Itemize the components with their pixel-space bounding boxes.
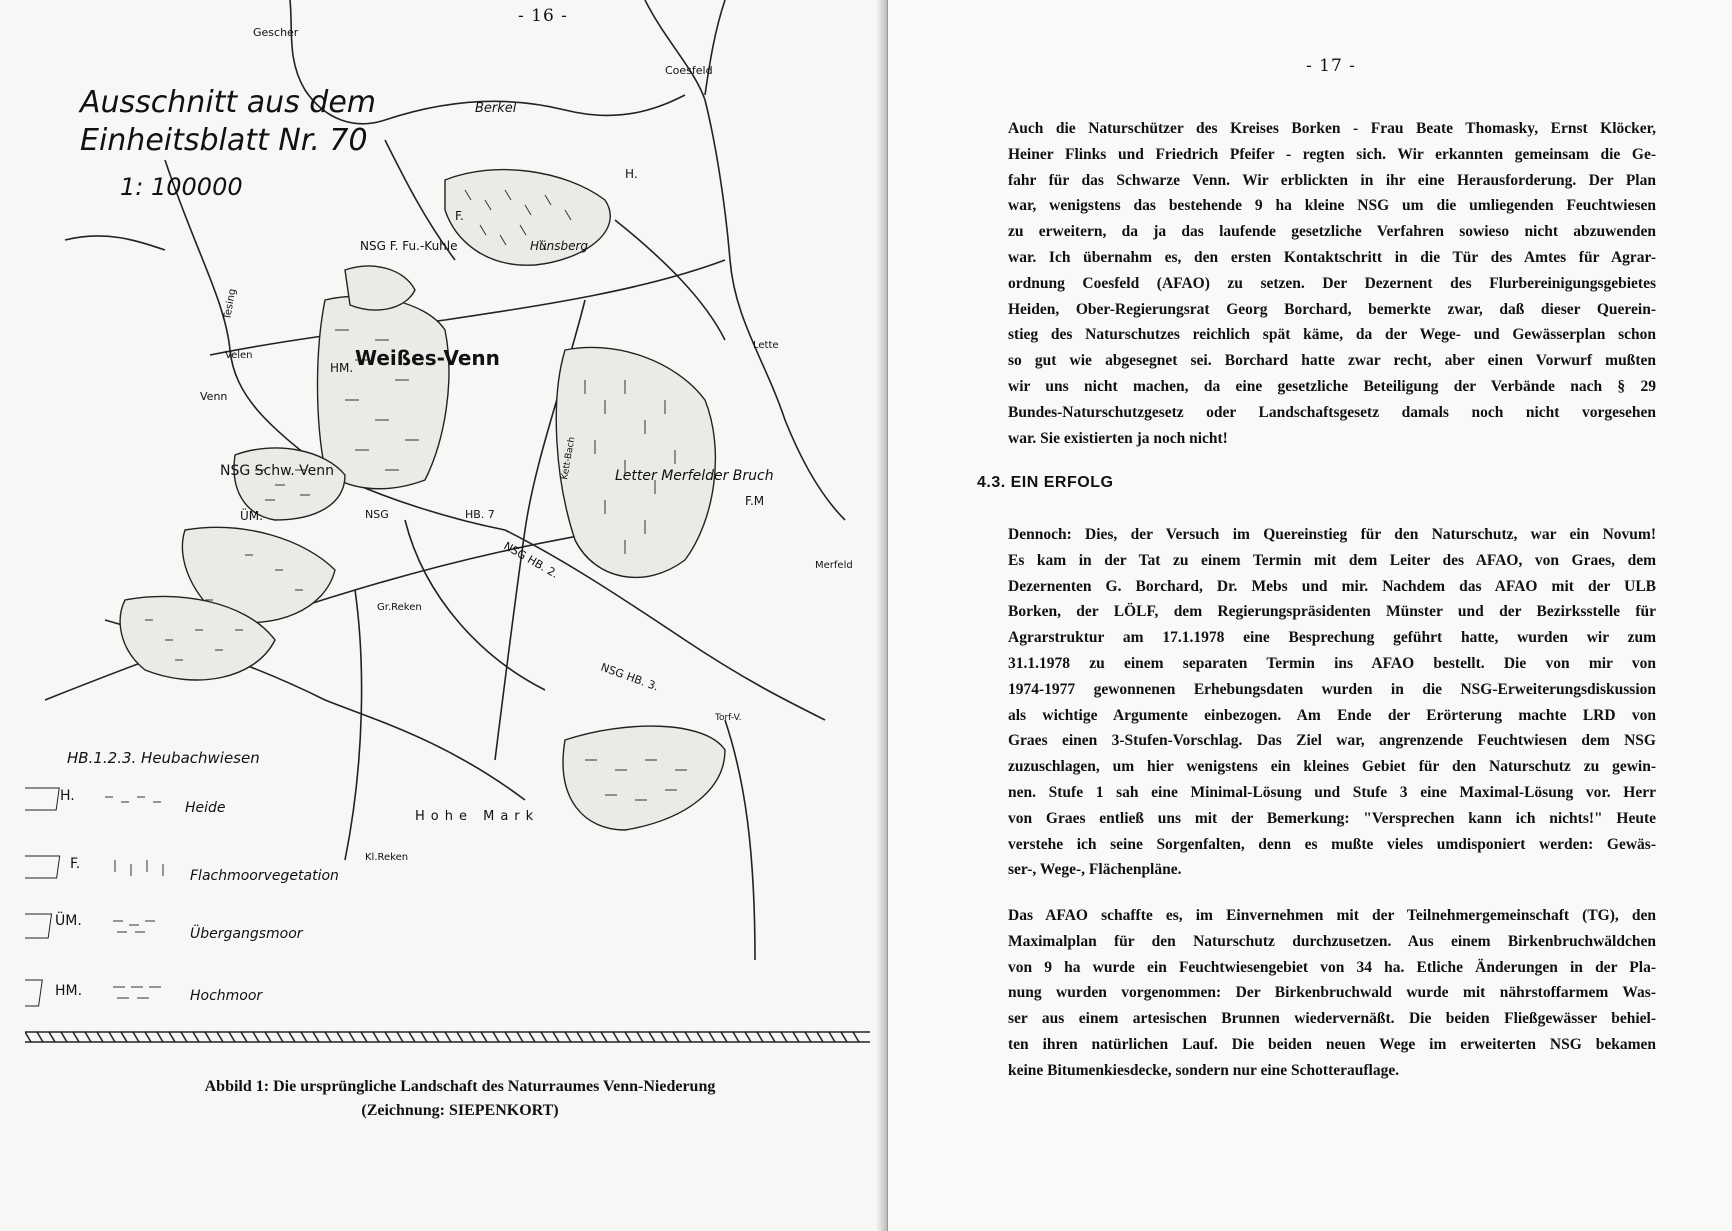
text-line: Agrarstruktur am 17.1.1978 eine Besprechung geführt hatte, wurden wir zum (1008, 629, 1656, 647)
text-line: Maximalplan für den Naturschutz durchzusetzen. Aus einem Birkenbruchwäldchen (1008, 932, 1656, 950)
text-line: Dezernenten G. Borchard, Dr. Mebs und mir. Nachdem das AFAO mit der ULB (1008, 577, 1656, 595)
road-far-south (725, 720, 755, 960)
text-line: nen. Stufe 1 sah eine Minimal-Lösung und Stufe 3 eine Maximal-Lösung vor. Herr (1008, 783, 1656, 801)
text-line: Graes einen 3-Stufen-Vorschlag. Das Ziel war, angrenzende Feuchtwiesen dem NSG (1008, 732, 1656, 750)
label-huensberg: Hünsberg (530, 239, 589, 253)
legend-uebergangsmoor (25, 911, 304, 942)
svg-text:Übergangsmoor: Übergangsmoor (190, 926, 303, 942)
label-uem: ÜM. (240, 509, 263, 523)
text-line: wir uns nicht machen, da eine gesetzliche Beteiligung der Verbände nach § 29 (1008, 377, 1656, 395)
legend-hochmoor (25, 980, 263, 1006)
text-line: keine Bitumenkiesdecke, sondern nur eine Schotterauflage. (1008, 1061, 1400, 1079)
text-line: Heiden, Ober-Regierungsrat Georg Borchard, bemerkte zwar, daß dieser Querein- (1008, 300, 1656, 318)
text-line: Borken, der LÖLF, dem Regierungspräsidenten Münster und der Bezirksstelle für (1008, 603, 1656, 621)
place-gescher: Gescher (253, 26, 299, 39)
text-line: als wichtige Argumente einbezogen. Am Ende der Erörterung machte LRD von (1008, 706, 1656, 724)
label-nsg-hb-3: NSG HB. 3. (598, 660, 661, 694)
text-line: verstehe ich seine Sorgenfalten, denn es mußte vieles umdisponiert werden: Gewäs- (1008, 835, 1656, 853)
stream-east (615, 220, 725, 340)
label-kett-bach: Kett-Bach (560, 436, 578, 481)
place-coesfeld: Coesfeld (665, 64, 713, 77)
map-bottom-border (25, 1032, 870, 1042)
label-weisses-venn: Weißes-Venn (355, 346, 500, 370)
caption-line-2: (Zeichnung: SIEPENKORT) (361, 1102, 559, 1119)
label-nsg-schw-venn: NSG Schw. Venn (220, 463, 335, 479)
legend-heide (25, 788, 226, 816)
text-line: zu erweitern, da ja das laufende gesetzliche Verfahren sowieso nicht abzuwenden (1008, 223, 1656, 241)
label-nsg: NSG (365, 508, 389, 521)
road-velen-lette (210, 260, 725, 355)
place-merfeld: Merfeld (815, 560, 853, 571)
stream-south (405, 520, 545, 690)
label-torf: Torf-V. (715, 713, 742, 723)
svg-text:Heide: Heide (185, 800, 226, 816)
text-line: Heiner Flinks und Friedrich Pfeifer - regten sich. Wir erkannten gemeinsam die Ge- (1008, 145, 1656, 163)
text-line: so gut wie abgesegnet sei. Borchard hatte zwar recht, aber einen Vorwurf mußten (1008, 352, 1656, 370)
place-venn: Venn (200, 390, 228, 403)
map-scale: 1: 100000 (120, 173, 243, 201)
place-berkel: Berkel (475, 101, 517, 116)
text-line: 1974-1977 gewonnenen Erhebungsdaten wurden in die NSG-Erweiterungsdiskussion (1008, 680, 1656, 698)
text-line: ten ihren natürlichen Lauf. Die beiden neuen Wege im erweiterten NSG bekamen (1008, 1035, 1656, 1053)
page-number-left: - 16 - (518, 6, 568, 26)
label-nsg-hb-2: NSG HB. 2. (501, 539, 561, 581)
text-line: Bundes-Naturschutzgesetz oder Landschaftsgesetz damals noch nicht vorgesehen (1008, 403, 1656, 421)
text-line: von Graes entließ uns mit der Bemerkung: "Versprechen kann ich nichts!" Heute (1008, 809, 1656, 827)
map-title-line2: Einheitsblatt Nr. 70 (80, 123, 368, 158)
map-title-line1: Ausschnitt aus dem (80, 85, 377, 120)
section-heading: 4.3. EIN ERFOLG (977, 474, 1114, 491)
label-hb-7: HB. 7 (465, 508, 495, 521)
svg-text:HM.: HM. (55, 983, 83, 999)
label-f: F. (455, 209, 464, 223)
svg-text:Flachmoorvegetation: Flachmoorvegetation (190, 868, 339, 884)
figure-caption (150, 1075, 770, 1123)
page-number-right: - 17 - (1306, 56, 1356, 76)
area-weisses-venn (318, 296, 449, 488)
place-gr-reken: Gr.Reken (377, 602, 422, 613)
place-velen: Velen (225, 350, 253, 361)
road-kl-reken (345, 590, 362, 860)
map-drawing (25, 0, 870, 1048)
paragraph-3 (1008, 903, 1656, 1084)
label-nsg-fu-kuhle: NSG F. Fu.-Kuhle (360, 239, 458, 253)
svg-text:ÜM.: ÜM. (55, 913, 82, 929)
area-merfelder-bruch (556, 347, 715, 577)
label-merfelder-bruch: Letter Merfelder Bruch (615, 468, 774, 484)
caption-line-1: Abbild 1: Die ursprüngliche Landschaft des Naturraumes Venn-Niederung (204, 1078, 716, 1095)
text-line: zuzuschlagen, um hier wenigstens ein kleines Gebiet für den Naturschutz zu gewin- (1008, 758, 1656, 776)
text-line: war. Ich übernahm es, den ersten Kontaktschritt in die Tür des Amtes für Agrar- (1008, 248, 1656, 266)
text-line: Das AFAO schaffte es, im Einvernehmen mit der Teilnehmergemeinschaft (TG), den (1008, 907, 1656, 924)
text-line: war, wenigstens das bestehende 9 ha kleine NSG um die umliegenden Feuchtwiesen (1008, 197, 1656, 215)
place-lette: Lette (753, 340, 779, 351)
label-hm-west: HM. (330, 361, 354, 375)
text-line: 31.1.1978 zu einem separaten Termin ins AFAO bestellt. Die von mir von (1008, 654, 1656, 672)
paragraph-2 (1008, 522, 1656, 883)
label-hohe-mark: Hohe Mark (415, 809, 540, 824)
label-h-north: H. (625, 167, 638, 181)
text-line: Es kam in der Tat zu einem Termin mit dem Leiter des AFAO, von Graes, dem (1008, 551, 1656, 569)
place-tesing: Tesing (222, 287, 239, 321)
text-line: Auch die Naturschützer des Kreises Borken - Frau Beate Thomasky, Ernst Klöcker, (1008, 120, 1656, 137)
road-north (705, 0, 725, 95)
label-fm: F.M (745, 494, 765, 508)
legend-flachmoor (25, 856, 339, 884)
text-line: war. Sie existierten ja noch nicht! (1008, 429, 1228, 447)
text-line: von 9 ha wurde ein Feuchtwiesengebiet von 34 ha. Etliche Änderungen in der Pla- (1008, 958, 1656, 976)
paragraph-1 (1008, 116, 1656, 451)
right-page (888, 0, 1732, 1231)
landscape-map (25, 0, 870, 1048)
place-kl-reken: Kl.Reken (365, 852, 409, 863)
text-line: ordnung Coesfeld (AFAO) zu setzen. Der Dezernent des Flurbereinigungsgebietes (1008, 274, 1656, 292)
svg-text:H.: H. (60, 788, 75, 804)
area-hochmoor-south (563, 726, 725, 830)
text-line: fahr für das Schwarze Venn. Wir erblickten in ihr eine Herausforderung. Der Plan (1008, 171, 1656, 189)
text-line: nung wurden vorgenommen: Der Birkenbruchwald wurde mit nährstoffarmem Was- (1008, 984, 1656, 1002)
legend-heading: HB.1.2.3. Heubachwiesen (67, 749, 260, 767)
text-line: ser aus einem artesischen Brunnen wiedervernäßt. Die beiden Fließgewässer behiel- (1008, 1010, 1656, 1028)
svg-text:F.: F. (70, 856, 81, 872)
text-line: stieg des Naturschutzes reichlich spät käme, da der Wege- und Gewässerplan schon (1008, 326, 1656, 344)
road-west (65, 236, 165, 250)
svg-text:Hochmoor: Hochmoor (190, 988, 263, 1004)
text-line: ser-, Wege-, Flächenpläne. (1008, 861, 1182, 879)
text-line: Dennoch: Dies, der Versuch im Quereinstieg für den Naturschutz, war ein Novum! (1008, 526, 1656, 543)
